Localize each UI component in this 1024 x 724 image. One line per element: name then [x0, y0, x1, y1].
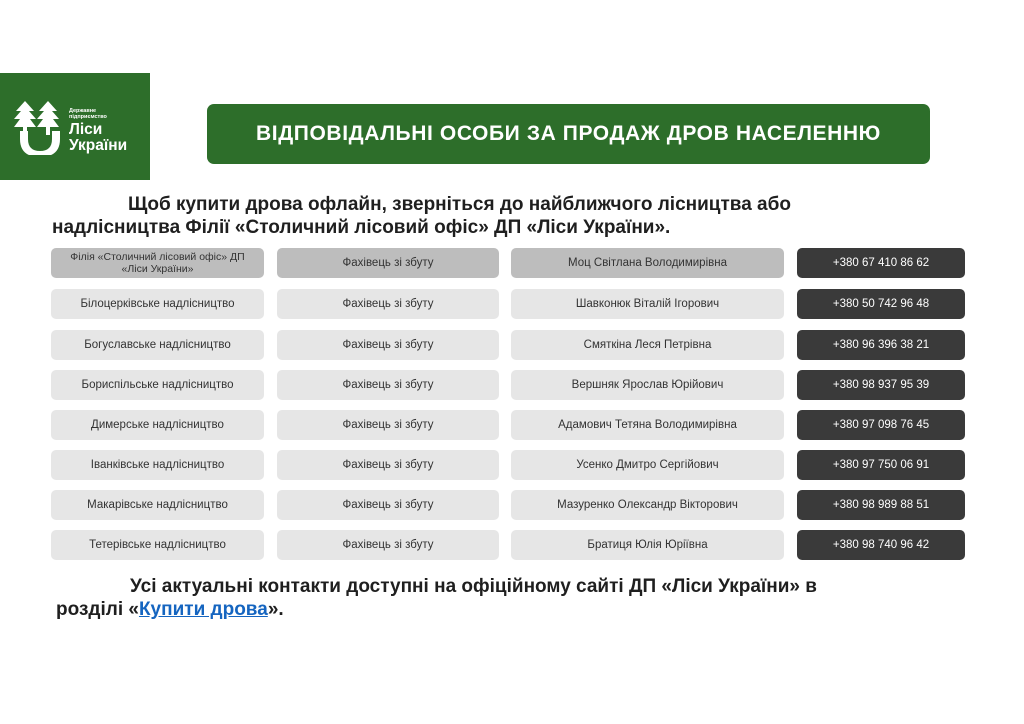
unit-cell: Макарівське надлісництво — [51, 490, 264, 520]
intro-line-2: надлісництва Філії «Столичний лісовий офіс» ДП «Ліси України». — [52, 217, 671, 238]
person-cell: Усенко Дмитро Сергійович — [511, 450, 784, 480]
unit-cell: Тетерівське надлісництво — [51, 530, 264, 560]
table-row — [51, 530, 965, 560]
phone-cell: +380 98 937 95 39 — [797, 370, 965, 400]
table-row — [51, 490, 965, 520]
person-cell: Адамович Тетяна Володимирівна — [511, 410, 784, 440]
role-cell: Фахівець зі збуту — [277, 530, 499, 560]
person-cell: Мазуренко Олександр Вікторович — [511, 490, 784, 520]
unit-cell: Іванківське надлісництво — [51, 450, 264, 480]
role-cell: Фахівець зі збуту — [277, 248, 499, 278]
page-title: ВІДПОВІДАЛЬНІ ОСОБИ ЗА ПРОДАЖ ДРОВ НАСЕЛЕННЮ — [207, 104, 930, 164]
table-row — [51, 330, 965, 360]
table-row — [51, 289, 965, 319]
logo-small-line-2: підприємство — [69, 114, 107, 120]
phone-cell: +380 67 410 86 62 — [797, 248, 965, 278]
unit-cell: Філія «Столичний лісовий офіс» ДП «Ліси України» — [51, 248, 264, 278]
phone-cell: +380 98 989 88 51 — [797, 490, 965, 520]
footer-line-2 — [56, 598, 976, 621]
footer-prefix: розділі « — [56, 599, 139, 620]
role-cell: Фахівець зі збуту — [277, 490, 499, 520]
logo-name-line-2: України — [69, 137, 128, 154]
table-row — [51, 450, 965, 480]
table-row — [51, 248, 965, 278]
unit-cell: Білоцерківське надлісництво — [51, 289, 264, 319]
table-row — [51, 410, 965, 440]
unit-cell: Димерське надлісництво — [51, 410, 264, 440]
trees-logo-icon — [14, 101, 66, 155]
unit-cell: Бориспільське надлісництво — [51, 370, 264, 400]
intro-line-1: Щоб купити дрова офлайн, зверніться до найближчого лісництва або — [128, 194, 791, 215]
footer-suffix: ». — [267, 599, 284, 620]
phone-cell: +380 98 740 96 42 — [797, 530, 965, 560]
footer-line-1: Усі актуальні контакти доступні на офіційному сайті ДП «Ліси України» в — [130, 576, 817, 597]
phone-cell: +380 96 396 38 21 — [797, 330, 965, 360]
table-row — [51, 370, 965, 400]
role-cell: Фахівець зі збуту — [277, 370, 499, 400]
role-cell: Фахівець зі збуту — [277, 410, 499, 440]
role-cell: Фахівець зі збуту — [277, 289, 499, 319]
buy-firewood-link[interactable]: Купити дрова — [138, 599, 268, 620]
role-cell: Фахівець зі збуту — [277, 450, 499, 480]
logo — [0, 73, 150, 180]
logo-text — [69, 108, 127, 154]
logo-small-line-1: Державне — [69, 108, 97, 114]
person-cell: Смяткіна Леся Петрівна — [511, 330, 784, 360]
role-cell: Фахівець зі збуту — [277, 330, 499, 360]
footer-text — [56, 575, 976, 621]
phone-cell: +380 97 750 06 91 — [797, 450, 965, 480]
person-cell: Шавконюк Віталій Ігорович — [511, 289, 784, 319]
logo-name-line-1: Ліси — [69, 121, 103, 138]
unit-cell: Богуславське надлісництво — [51, 330, 264, 360]
phone-cell: +380 97 098 76 45 — [797, 410, 965, 440]
person-cell: Моц Світлана Володимирівна — [511, 248, 784, 278]
intro-text — [52, 193, 972, 239]
person-cell: Вершняк Ярослав Юрійович — [511, 370, 784, 400]
person-cell: Братиця Юлія Юріївна — [511, 530, 784, 560]
phone-cell: +380 50 742 96 48 — [797, 289, 965, 319]
